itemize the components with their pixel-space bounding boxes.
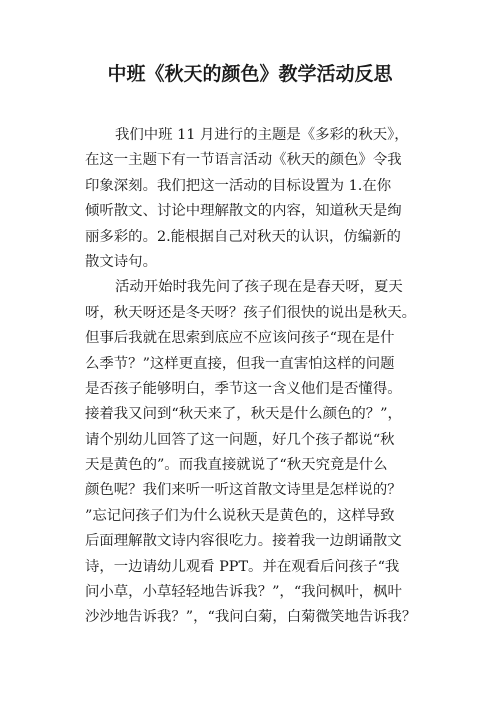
text-line: 丽多彩的。2.能根据自己对秋天的认识，仿编新的 (85, 228, 401, 245)
text-line: 是否孩子能够明白，季节这一含义他们是否懂得。 (85, 380, 402, 397)
text-line: 散文诗句。 (85, 253, 157, 270)
paragraph-1 (85, 123, 425, 275)
text-line: 颜色呢？我们来听一听这首散文诗里是怎样说的？ (85, 482, 402, 499)
text-line: 接着我又问到“秋天来了，秋天是什么颜色的？”， (85, 406, 402, 423)
text-line: 天是黄色的”。而我直接就说了“秋天究竟是什么 (85, 457, 388, 474)
text-line: ”忘记问孩子们为什么说秋天是黄色的，这样导致 (85, 507, 395, 524)
text-line: 沙沙地告诉我？”，“我问白菊，白菊微笑地告诉我？ (85, 609, 417, 626)
text-line: 倾听散文、讨论中理解散文的内容，知道秋天是绚 (85, 203, 402, 220)
paragraph-2 (85, 275, 425, 630)
text-line: 呀，秋天呀还是冬天呀？孩子们很快的说出是秋天。 (85, 304, 416, 321)
text-line: 活动开始时我先问了孩子现在是春天呀，夏天 (115, 279, 403, 296)
text-line: 诗，一边请幼儿观看 PPT。并在观看后问孩子“我 (85, 558, 400, 575)
text-line: 后面理解散文诗内容很吃力。接着我一边朗诵散文 (85, 533, 402, 550)
text-line: 请个别幼儿回答了这一问题，好几个孩子都说“秋 (85, 431, 395, 448)
text-line: 印象深刻。我们把这一活动的目标设置为 1.在你 (85, 177, 392, 194)
text-line: 我们中班 11 月进行的主题是《多彩的秋天》， (115, 127, 409, 143)
document-title: 中班《秋天的颜色》教学活动反思 (107, 63, 393, 85)
text-line: 问小草，小草轻轻地告诉我？”，“我问枫叶，枫叶 (85, 584, 402, 601)
document-body (85, 123, 425, 631)
text-line: 但事后我就在思索到底应不应该问孩子“现在是什 (85, 330, 395, 347)
text-line: 在这一主题下有一节语言活动《秋天的颜色》令我 (85, 152, 402, 169)
text-line: 么季节？”这样更直接，但我一直害怕这样的问题 (85, 355, 395, 372)
